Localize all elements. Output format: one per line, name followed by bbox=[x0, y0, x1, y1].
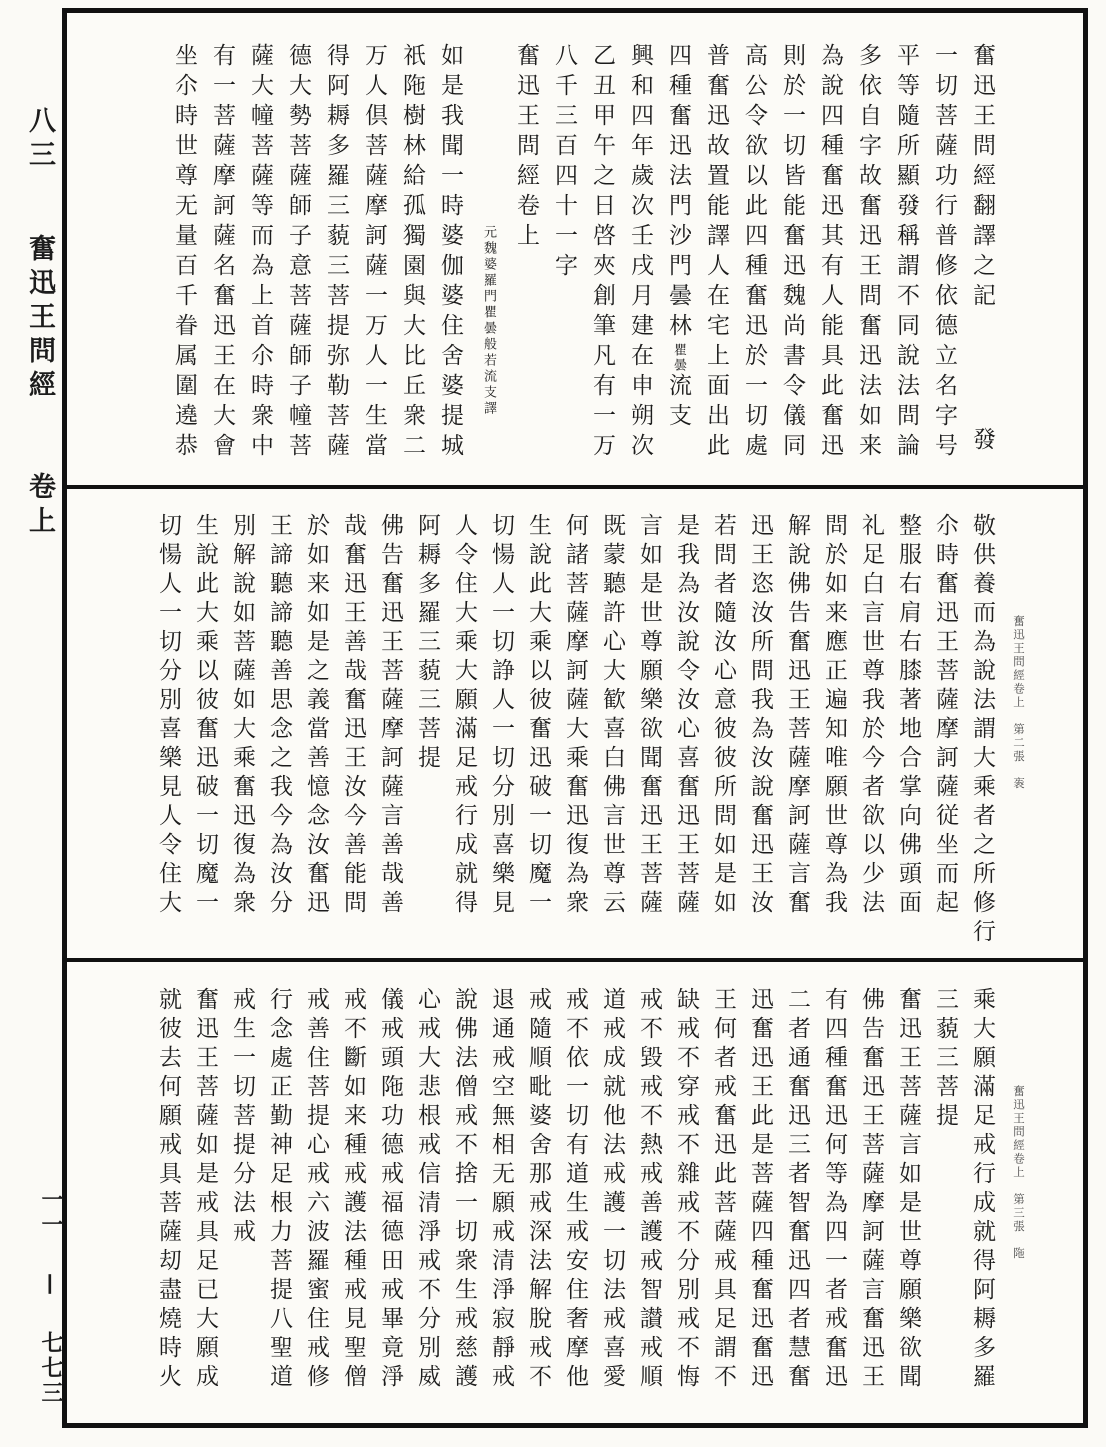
text-column bbox=[931, 43, 957, 489]
column-text-segment: 何諸菩薩摩訶薩大乘奮迅復為衆 bbox=[562, 513, 588, 919]
column-text-segment: 奮迅王問經卷上 bbox=[513, 43, 539, 253]
column-text-segment: 生說此大乘以彼奮迅破一切魔一 bbox=[192, 513, 218, 919]
text-column bbox=[414, 513, 440, 957]
text-column bbox=[551, 43, 577, 489]
text-column bbox=[562, 513, 588, 957]
column-text-segment: 解說佛告奮迅王菩薩摩訶薩言奮 bbox=[784, 513, 810, 919]
text-column bbox=[209, 43, 235, 489]
column-text-segment: 戒生一切菩提分法戒 bbox=[229, 987, 255, 1248]
column-text-segment: 王諦聽諦聽善思念之我今為汝分 bbox=[266, 513, 292, 919]
section-sutra-text-1 bbox=[67, 509, 1083, 957]
text-column bbox=[969, 513, 995, 957]
text-column bbox=[599, 987, 625, 1425]
column-text-segment: 三藐三菩提 bbox=[932, 987, 958, 1132]
text-column bbox=[303, 513, 329, 957]
column-text-segment: 有四種奮迅何等為四一者戒奮迅 bbox=[821, 987, 847, 1393]
column-text-segment: 人令住大乘大願滿足戒行成就得 bbox=[451, 513, 477, 919]
text-column bbox=[229, 513, 255, 957]
text-column bbox=[377, 987, 403, 1425]
column-text-segment: 問於如来應正遍知唯願世尊為我 bbox=[821, 513, 847, 919]
column-text-segment: 如是我聞一時婆伽婆住舍婆提城 bbox=[437, 43, 463, 463]
column-text-segment: 戒不依一切有道生戒安住奢摩他 bbox=[562, 987, 588, 1393]
section-translation-note bbox=[67, 39, 1083, 489]
text-column bbox=[488, 513, 514, 957]
text-column bbox=[437, 43, 463, 489]
page-number-volume: 一一 bbox=[38, 1188, 64, 1238]
column-text-segment: 坐尒時世尊无量百千眷属圍遶恭 bbox=[171, 43, 197, 463]
text-column bbox=[673, 987, 699, 1425]
text-column bbox=[599, 513, 625, 957]
column-text-segment: 戒善住菩提心戒六波羅蜜住戒修 bbox=[303, 987, 329, 1393]
inline-small-chars: 瞿曇 bbox=[671, 343, 686, 373]
column-text-segment: 得阿耨多羅三藐三菩提弥勒菩薩 bbox=[323, 43, 349, 463]
page-number-value: 七七三 bbox=[38, 1331, 64, 1406]
column-text-segment: 阿耨多羅三藐三菩提 bbox=[414, 513, 440, 774]
text-column bbox=[858, 513, 884, 957]
section-divider bbox=[67, 958, 1083, 962]
text-column bbox=[451, 513, 477, 957]
column-text-segment: 生說此大乘以彼奮迅破一切魔一 bbox=[525, 513, 551, 919]
text-column bbox=[784, 987, 810, 1425]
column-text-segment: 戒隨順毗婆舍那戒深法解脫戒不 bbox=[525, 987, 551, 1393]
column-text-segment: 高公令欲以此四種奮迅於一切處 bbox=[741, 43, 767, 463]
text-column bbox=[932, 987, 958, 1425]
section-sutra-text-2 bbox=[67, 983, 1083, 1425]
column-text-segment: 薩大幢菩薩等而為上首尒時衆中 bbox=[247, 43, 273, 463]
text-column bbox=[192, 513, 218, 957]
text-column bbox=[784, 513, 810, 957]
text-column bbox=[285, 43, 311, 489]
column-text-segment: 佛告奮迅王菩薩摩訶薩言奮迅王 bbox=[858, 987, 884, 1393]
column-text-segment: 奮迅王菩薩言如是世尊願樂欲聞 bbox=[895, 987, 921, 1393]
text-column bbox=[266, 987, 292, 1425]
column-text-segment: 迅王恣汝所問我為汝說奮迅王汝 bbox=[747, 513, 773, 919]
text-column bbox=[703, 43, 729, 489]
text-column bbox=[747, 513, 773, 957]
spine-sutra-title: 奮迅王問經 bbox=[24, 234, 55, 404]
text-column bbox=[895, 987, 921, 1425]
column-text-segment: 王何者戒奮迅此菩薩戒具足謂不 bbox=[710, 987, 736, 1393]
column-text-segment: 迅奮迅王此是菩薩四種奮迅奮迅 bbox=[747, 987, 773, 1393]
text-column bbox=[451, 987, 477, 1425]
text-column bbox=[488, 987, 514, 1425]
column-text-segment: 四種奮迅法門沙門曇林 bbox=[665, 43, 691, 343]
column-text-segment: 礼足白言世尊我於今者欲以少法 bbox=[858, 513, 884, 919]
column-text-segment: 於如来如是之義當善憶念汝奮迅 bbox=[303, 513, 329, 919]
text-column bbox=[710, 987, 736, 1425]
column-text-segment: 為說四種奮迅其有人能具此奮迅 bbox=[817, 43, 843, 463]
column-text-segment: 則於一切皆能奮迅魏尚書令儀同 bbox=[779, 43, 805, 463]
text-column bbox=[562, 987, 588, 1425]
text-column bbox=[340, 513, 366, 957]
column-text-segment: 一切菩薩功行普修依德立名字号 bbox=[931, 43, 957, 463]
text-column bbox=[673, 513, 699, 957]
text-column bbox=[893, 43, 919, 489]
text-column bbox=[855, 43, 881, 489]
text-column bbox=[155, 513, 181, 957]
text-column bbox=[636, 513, 662, 957]
page-number-label bbox=[36, 1188, 67, 1406]
text-column bbox=[932, 513, 958, 957]
column-text-segment: 是我為汝說令汝心喜奮迅王菩薩 bbox=[673, 513, 699, 919]
column-text-segment: 道戒成就他法戒護一切法戒喜愛 bbox=[599, 987, 625, 1393]
column-text-segment: 切愓人一切諍人一切分別喜樂見 bbox=[488, 513, 514, 919]
text-column bbox=[779, 43, 805, 489]
text-column bbox=[323, 43, 349, 489]
text-column bbox=[741, 43, 767, 489]
column-text-segment: 興和四年歲次壬戌月建在申朔次 bbox=[627, 43, 653, 463]
column-text-segment: 有一菩薩摩訶薩名奮迅王在大會 bbox=[209, 43, 235, 463]
page-border-frame bbox=[62, 8, 1088, 1428]
text-column bbox=[361, 43, 387, 489]
text-column bbox=[821, 987, 847, 1425]
text-column bbox=[817, 43, 843, 489]
column-text-segment: 万人倶菩薩摩訶薩一万人一生當 bbox=[361, 43, 387, 463]
text-column bbox=[747, 987, 773, 1425]
folio-margin-note: 奮迅王問經卷上 第三張 陁 bbox=[1012, 1085, 1026, 1261]
column-text-segment: 退通戒空無相无願戒清淨寂靜戒 bbox=[488, 987, 514, 1393]
column-text-segment: 整服右肩右膝著地合掌向佛頭面 bbox=[895, 513, 921, 919]
spine-fascicle-label: 卷上 bbox=[24, 472, 55, 540]
text-column bbox=[399, 43, 425, 489]
column-text-segment: 缺戒不穿戒不雜戒不分別戒不悔 bbox=[673, 987, 699, 1393]
column-text-segment: 普奮迅故置能譯人在宅上面出此 bbox=[703, 43, 729, 463]
text-column bbox=[525, 987, 551, 1425]
column-text-segment: 別解說如菩薩如大乘奮迅復為衆 bbox=[229, 513, 255, 919]
column-text-segment: 儀戒頭陁功德戒福德田戒畢竟淨 bbox=[377, 987, 403, 1393]
text-column bbox=[858, 987, 884, 1425]
text-column bbox=[377, 513, 403, 957]
column-text-segment: 奮迅王問經翻譯之記 bbox=[969, 43, 995, 313]
text-column bbox=[247, 43, 273, 489]
text-column bbox=[303, 987, 329, 1425]
column-text-segment: 言如是世尊願樂欲聞奮迅王菩薩 bbox=[636, 513, 662, 919]
text-column bbox=[636, 987, 662, 1425]
column-bottom-char: 發 bbox=[969, 427, 995, 457]
page-number-dash: — bbox=[38, 1273, 64, 1298]
column-text-segment: 切愓人一切分別喜樂見人令住大 bbox=[155, 513, 181, 919]
text-column bbox=[155, 987, 181, 1425]
text-column bbox=[821, 513, 847, 957]
text-column bbox=[266, 513, 292, 957]
column-text-segment: 德大勢菩薩師子意菩薩師子幢菩 bbox=[285, 43, 311, 463]
column-text-segment: 乙丑甲午之日啓夾創筆凡有一万 bbox=[589, 43, 615, 463]
column-text-segment: 說佛法僧戒不捨一切衆生戒慈護 bbox=[451, 987, 477, 1393]
text-column bbox=[475, 43, 501, 489]
column-text-segment: 元魏婆羅門瞿曇般若流支譯 bbox=[481, 225, 496, 417]
column-text-segment: 既蒙聽許心大歓喜白佛言世尊云 bbox=[599, 513, 625, 919]
column-text-segment: 二者通奮迅三者智奮迅四者慧奮 bbox=[784, 987, 810, 1393]
text-column bbox=[192, 987, 218, 1425]
text-column bbox=[229, 987, 255, 1425]
column-text-segment: 行念處正勤神足根力菩提八聖道 bbox=[266, 987, 292, 1393]
section-divider bbox=[67, 485, 1083, 489]
spine-volume-number: 八三 bbox=[24, 106, 55, 174]
column-text-segment: 戒不斷如来種戒護法種戒見聖僧 bbox=[340, 987, 366, 1393]
column-text-segment: 若問者隨汝心意彼彼所問如是如 bbox=[710, 513, 736, 919]
column-text-segment: 佛告奮迅王菩薩摩訶薩言善哉善 bbox=[377, 513, 403, 919]
column-text-segment: 乘大願滿足戒行成就得阿耨多羅 bbox=[969, 987, 995, 1393]
text-column bbox=[340, 987, 366, 1425]
column-text-segment: 奮迅王菩薩如是戒具足已大願成 bbox=[192, 987, 218, 1393]
column-text-segment: 多依自字故奮迅王問奮迅法如来 bbox=[855, 43, 881, 463]
text-column bbox=[710, 513, 736, 957]
spine-label bbox=[20, 106, 59, 540]
column-text-segment: 敬供養而為說法謂大乘者之所修行 bbox=[969, 513, 995, 948]
text-column bbox=[627, 43, 653, 489]
text-column bbox=[525, 513, 551, 957]
text-column bbox=[969, 987, 995, 1425]
text-column bbox=[589, 43, 615, 489]
column-text-segment: 尒時奮迅王菩薩摩訶薩従坐而起 bbox=[932, 513, 958, 919]
text-column bbox=[895, 513, 921, 957]
column-text-segment: 就彼去何願戒具菩薩刧盡燒時火 bbox=[155, 987, 181, 1393]
text-column bbox=[414, 987, 440, 1425]
text-column bbox=[969, 43, 995, 489]
text-column bbox=[665, 43, 691, 489]
column-text-segment: 平等隨所顯發稱謂不同說法問論 bbox=[893, 43, 919, 463]
folio-margin-note: 奮迅王問經卷上 第二張 袠 bbox=[1012, 615, 1026, 791]
column-text-segment: 哉奮迅王善哉奮迅王汝今善能問 bbox=[340, 513, 366, 919]
column-text-segment: 戒不毀戒不熱戒善護戒智讃戒順 bbox=[636, 987, 662, 1393]
column-text-segment: 流支 bbox=[665, 373, 691, 433]
column-text-segment: 八千三百四十一字 bbox=[551, 43, 577, 283]
column-text-segment: 祇陁樹林給孤獨園與大比丘衆二 bbox=[399, 43, 425, 463]
column-text-segment: 心戒大悲根戒信清淨戒不分別威 bbox=[414, 987, 440, 1393]
text-column bbox=[513, 43, 539, 489]
text-column bbox=[171, 43, 197, 489]
